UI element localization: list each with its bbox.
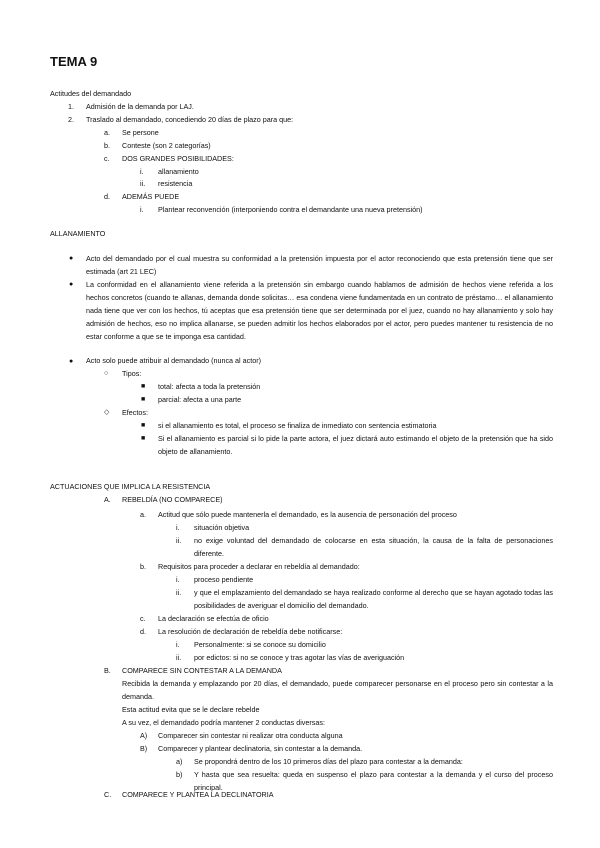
list-item: por edictos: si no se conoce y tras agotar las vías de averiguación: [194, 653, 405, 662]
paragraph: Acto del demandado por el cual muestra su conformidad a la pretensión impuesta por el actor reconociendo que esta pretensión tiene que ser estimada (art 21 LEC): [86, 254, 553, 276]
tipos-label: Tipos:: [122, 369, 142, 378]
list-item: Se propondrá dentro de los 10 primeros días del plazo para contestar a la demanda:: [194, 757, 463, 766]
list-item: total: afecta a toda la pretensión: [158, 382, 261, 391]
list-letter: c.: [104, 154, 110, 163]
list-item: Se persone: [122, 128, 159, 137]
list-roman: i.: [176, 575, 180, 584]
actitudes-heading: Actitudes del demandado: [50, 89, 132, 98]
list-roman: ii.: [140, 179, 146, 188]
efectos-label: Efectos:: [122, 408, 148, 417]
paragraph: Recibida la demanda y emplazando por 20 días, el demandado, puede comparecer personarse en el proceso pero sin contestar a la demanda.: [122, 679, 553, 701]
list-item: situación objetiva: [194, 523, 250, 532]
paragraph: La conformidad en el allanamiento viene referida a la pretensión sin embargo cuando hablamos de admisión de hechos viene referida a los hechos concretos (cuando te allanas, demanda donde solicitas… esa condena viene fundamentada en un contrato de préstamo… el allanamiento nada tiene que ver con los hechos, tú aceptas que esa pretensión tiene que ser determinada por el juez, cuando no hay allanamiento y solo hay admisión de hechos, eso no implica allanarse, se pueden admitir los hechos elaborados por el actor, pero puedes mantener tu resistencia de no estar conforme a que se te imponga esa cantidad.: [86, 280, 553, 341]
list-item: Conteste (son 2 categorías): [122, 141, 211, 150]
list-item: Y hasta que sea resuelta: queda en suspenso el plazo para contestar a la demanda y el curso del proceso principal.: [194, 770, 553, 792]
list-letter: a.: [140, 510, 146, 519]
square-bullet-icon: ■: [141, 383, 146, 390]
bullet-icon: ●: [69, 281, 74, 288]
list-letter: A.: [104, 495, 111, 504]
list-item: parcial: afecta a una parte: [158, 395, 242, 404]
list-letter: d.: [104, 192, 110, 201]
list-item: proceso pendiente: [194, 575, 254, 584]
list-item: si el allanamiento es total, el proceso se finaliza de inmediato con sentencia estimatoria: [158, 421, 437, 430]
list-item: Admisión de la demanda por LAJ.: [86, 102, 194, 111]
list-letter: B): [140, 744, 148, 753]
list-item: COMPARECE Y PLANTEA LA DECLINATORIA: [122, 790, 274, 799]
list-item: Comparecer y plantear declinatoria, sin contestar a la demanda.: [158, 744, 363, 753]
list-item: REBELDÍA (NO COMPARECE): [122, 495, 223, 504]
list-letter: a): [176, 757, 183, 766]
paragraph: A su vez, el demandado podría mantener 2 conductas diversas:: [122, 718, 325, 727]
list-item: La declaración se efectúa de oficio: [158, 614, 269, 623]
list-item: Personalmente: si se conoce su domicilio: [194, 640, 326, 649]
list-roman: ii.: [176, 536, 182, 545]
list-item: ADEMÁS PUEDE: [122, 192, 180, 201]
list-item: Actitud que sólo puede mantenerla el demandado, es la ausencia de personación del proceso: [158, 510, 457, 519]
list-number: 1.: [68, 102, 74, 111]
list-item: Si el allanamiento es parcial si lo pide la parte actora, el juez dictará auto estimando el objeto de la pretensión que ha sido objeto de allanamiento.: [158, 434, 553, 456]
list-roman: i.: [176, 640, 180, 649]
bullet-icon: ●: [69, 358, 74, 365]
list-letter: b.: [104, 141, 110, 150]
list-item: Plantear reconvención (interponiendo contra el demandante una nueva pretensión): [158, 205, 423, 214]
list-item: La resolución de declaración de rebeldía debe notificarse:: [158, 627, 343, 636]
list-letter: C.: [104, 790, 112, 799]
paragraph: Acto solo puede atribuir al demandado (nunca al actor): [86, 356, 262, 365]
list-item: allanamiento: [158, 167, 199, 176]
list-roman: i.: [140, 167, 144, 176]
actuaciones-heading: ACTUACIONES QUE IMPLICA LA RESISTENCIA: [50, 482, 211, 491]
square-bullet-icon: ■: [141, 435, 146, 442]
list-item: resistencia: [158, 179, 193, 188]
list-item: Comparecer sin contestar ni realizar otra conducta alguna: [158, 731, 343, 740]
list-item: COMPARECE SIN CONTESTAR A LA DEMANDA: [122, 666, 282, 675]
allanamiento-heading: ALLANAMIENTO: [50, 229, 106, 238]
list-roman: i.: [140, 205, 144, 214]
list-letter: A): [140, 731, 148, 740]
list-item: no exige voluntad del demandado de colocarse en esta situación, la causa de la falta de personaciones diferente.: [194, 536, 553, 558]
circle-bullet-icon: ○: [104, 370, 109, 377]
list-number: 2.: [68, 115, 74, 124]
list-roman: i.: [176, 523, 180, 532]
list-item: Traslado al demandado, concediendo 20 días de plazo para que:: [86, 115, 294, 124]
list-letter: b.: [140, 562, 146, 571]
list-letter: a.: [104, 128, 110, 137]
list-letter: B.: [104, 666, 111, 675]
list-item: Requisitos para proceder a declarar en rebeldía al demandado:: [158, 562, 360, 571]
diamond-bullet-icon: ◇: [104, 409, 110, 416]
list-letter: c.: [140, 614, 146, 623]
square-bullet-icon: ■: [141, 422, 146, 429]
list-roman: ii.: [176, 588, 182, 597]
list-letter: b): [176, 770, 183, 779]
list-roman: ii.: [176, 653, 182, 662]
list-item: y que el emplazamiento del demandado se haya realizado conforme al derecho que se hayan agotado todas las posibilidades de averiguar el domicilio del demandado.: [194, 588, 553, 610]
paragraph: Esta actitud evita que se le declare rebelde: [122, 705, 260, 714]
square-bullet-icon: ■: [141, 396, 146, 403]
page-title: TEMA 9: [50, 54, 98, 69]
list-letter: d.: [140, 627, 146, 636]
list-item: DOS GRANDES POSIBILIDADES:: [122, 154, 234, 163]
bullet-icon: ●: [69, 255, 74, 262]
